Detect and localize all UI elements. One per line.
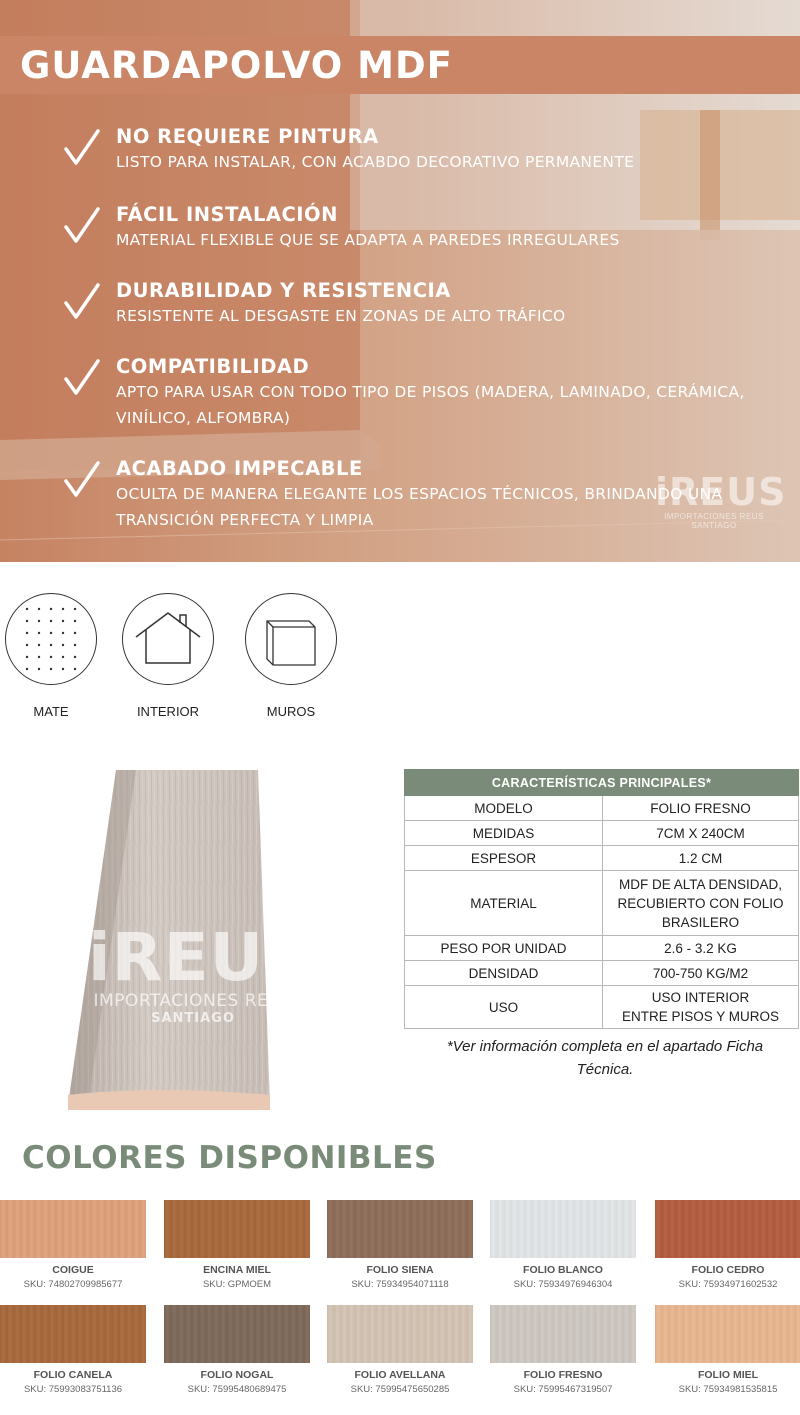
color-sku: SKU: 75934954071118: [351, 1279, 449, 1290]
colors-section-title: COLORES DISPONIBLES: [22, 1140, 437, 1176]
spec-key: PESO POR UNIDAD: [405, 936, 603, 961]
color-swatch: [327, 1200, 473, 1258]
house-icon: [122, 593, 214, 685]
spec-value-line: ENTRE PISOS Y MUROS: [621, 1009, 780, 1024]
spec-key: USO: [405, 986, 603, 1029]
color-swatch: [164, 1200, 310, 1258]
color-swatch: [0, 1305, 146, 1363]
watermark-brand: iREUS: [655, 470, 787, 514]
feature-description: LISTO PARA INSTALAR, CON ACABDO DECORATIVO PERMANENTE: [116, 153, 635, 171]
feature-description: MATERIAL FLEXIBLE QUE SE ADAPTA A PAREDES IRREGULARES: [116, 231, 620, 249]
spec-value: 7CM X 240CM: [603, 821, 799, 846]
spec-key: MEDIDAS: [405, 821, 603, 846]
spec-key: ESPESOR: [405, 846, 603, 871]
table-row: [405, 986, 799, 1029]
color-swatch: [490, 1305, 636, 1363]
color-sku: SKU: 75993083751136: [23, 1384, 123, 1395]
table-row: [405, 961, 799, 986]
check-icon: [62, 205, 102, 245]
color-swatch: [164, 1305, 310, 1363]
spec-value: 1.2 CM: [603, 846, 799, 871]
color-sku: SKU: 75995467319507: [513, 1384, 613, 1395]
color-name: FOLIO FRESNO: [523, 1369, 603, 1381]
spec-value: 2.6 - 3.2 KG: [603, 936, 799, 961]
icon-label-muros: MUROS: [266, 704, 316, 719]
feature-title: ACABADO IMPECABLE: [116, 457, 363, 480]
product-watermark: [88, 919, 313, 1026]
watermark-line1: IMPORTACIONES REUS: [93, 991, 293, 1011]
matte-finish-badge: [5, 593, 97, 685]
spec-value-line: BRASILERO: [661, 914, 740, 930]
hero-banner: [0, 0, 800, 562]
color-name: FOLIO MIEL: [697, 1369, 759, 1381]
spec-key: DENSIDAD: [405, 961, 603, 986]
color-sku: SKU: 75934981535815: [678, 1384, 778, 1395]
feature-title: COMPATIBILIDAD: [116, 355, 310, 378]
icon-label-mate: MATE: [33, 704, 69, 719]
color-swatch: [0, 1200, 146, 1258]
walls-badge: [245, 593, 337, 685]
color-name: FOLIO CEDRO: [691, 1264, 765, 1276]
watermark-line1: IMPORTACIONES REUS: [664, 512, 764, 521]
table-row: [405, 821, 799, 846]
feature-title: FÁCIL INSTALACIÓN: [116, 203, 338, 226]
interior-badge: [122, 593, 214, 685]
feature-title: NO REQUIERE PINTURA: [116, 125, 379, 148]
color-name: FOLIO NOGAL: [200, 1369, 274, 1381]
specs-table-header: CARACTERÍSTICAS PRINCIPALES*: [405, 770, 799, 796]
feature-description: OCULTA DE MANERA ELEGANTE LOS ESPACIOS TÉCNICOS, BRINDANDO UNA TRANSICIÓN PERFECTA Y LIMPIA: [116, 485, 723, 529]
color-name: COIGUE: [52, 1264, 94, 1276]
spec-value: 700-750 KG/M2: [603, 961, 799, 986]
color-sku: SKU: 75995475650285: [350, 1384, 450, 1395]
color-sku: SKU: GPMOEM: [202, 1279, 272, 1290]
feature-description: RESISTENTE AL DESGASTE EN ZONAS DE ALTO TRÁFICO: [116, 307, 566, 325]
check-icon: [62, 459, 102, 499]
dots-matte-icon: [5, 593, 97, 685]
color-sku: SKU: 75934976946304: [513, 1279, 613, 1290]
check-icon: [62, 281, 102, 321]
technical-sheet-note: *Ver información completa en el apartado Ficha Técnica.: [446, 1038, 764, 1078]
color-swatch: [490, 1200, 636, 1258]
specs-table: [404, 769, 799, 1029]
color-sku: SKU: 75934971602532: [678, 1279, 778, 1290]
table-row: [405, 936, 799, 961]
check-icon: [62, 127, 102, 167]
color-swatch: [655, 1200, 800, 1258]
spec-value-line: USO INTERIOR: [651, 990, 750, 1005]
page-title: GUARDAPOLVO MDF: [20, 44, 453, 87]
color-swatch: [327, 1305, 473, 1363]
brand-watermark: [655, 470, 787, 530]
color-name: FOLIO AVELLANA: [354, 1369, 446, 1381]
color-sku: SKU: 75995480689475: [187, 1384, 287, 1395]
color-swatch: [655, 1305, 800, 1363]
watermark-line2: SANTIAGO: [151, 1011, 235, 1026]
color-name: FOLIO BLANCO: [523, 1264, 603, 1276]
feature-description: APTO PARA USAR CON TODO TIPO DE PISOS (MADERA, LAMINADO, CERÁMICA, VINÍLICO, ALFOMBRA): [116, 383, 745, 427]
wall-panel-icon: [245, 593, 337, 685]
spec-value: FOLIO FRESNO: [603, 796, 799, 821]
color-name: FOLIO SIENA: [366, 1264, 434, 1276]
table-row: [405, 796, 799, 821]
spec-value: [603, 871, 799, 936]
feature-title: DURABILIDAD Y RESISTENCIA: [116, 279, 451, 302]
spec-value-line: RECUBIERTO CON FOLIO: [617, 895, 784, 911]
table-row: [405, 871, 799, 936]
spec-value-line: MDF DE ALTA DENSIDAD,: [618, 876, 783, 892]
spec-key: MODELO: [405, 796, 603, 821]
check-icon: [62, 357, 102, 397]
watermark-line2: SANTIAGO: [691, 521, 737, 530]
color-name: ENCINA MIEL: [203, 1264, 271, 1276]
color-name: FOLIO CANELA: [33, 1369, 113, 1381]
color-sku: SKU: 74802709985677: [23, 1279, 123, 1290]
spec-key: MATERIAL: [405, 871, 603, 936]
table-row: [405, 846, 799, 871]
icon-label-interior: INTERIOR: [136, 704, 200, 719]
spec-value: [603, 986, 799, 1029]
watermark-brand: iREUS: [88, 919, 313, 996]
